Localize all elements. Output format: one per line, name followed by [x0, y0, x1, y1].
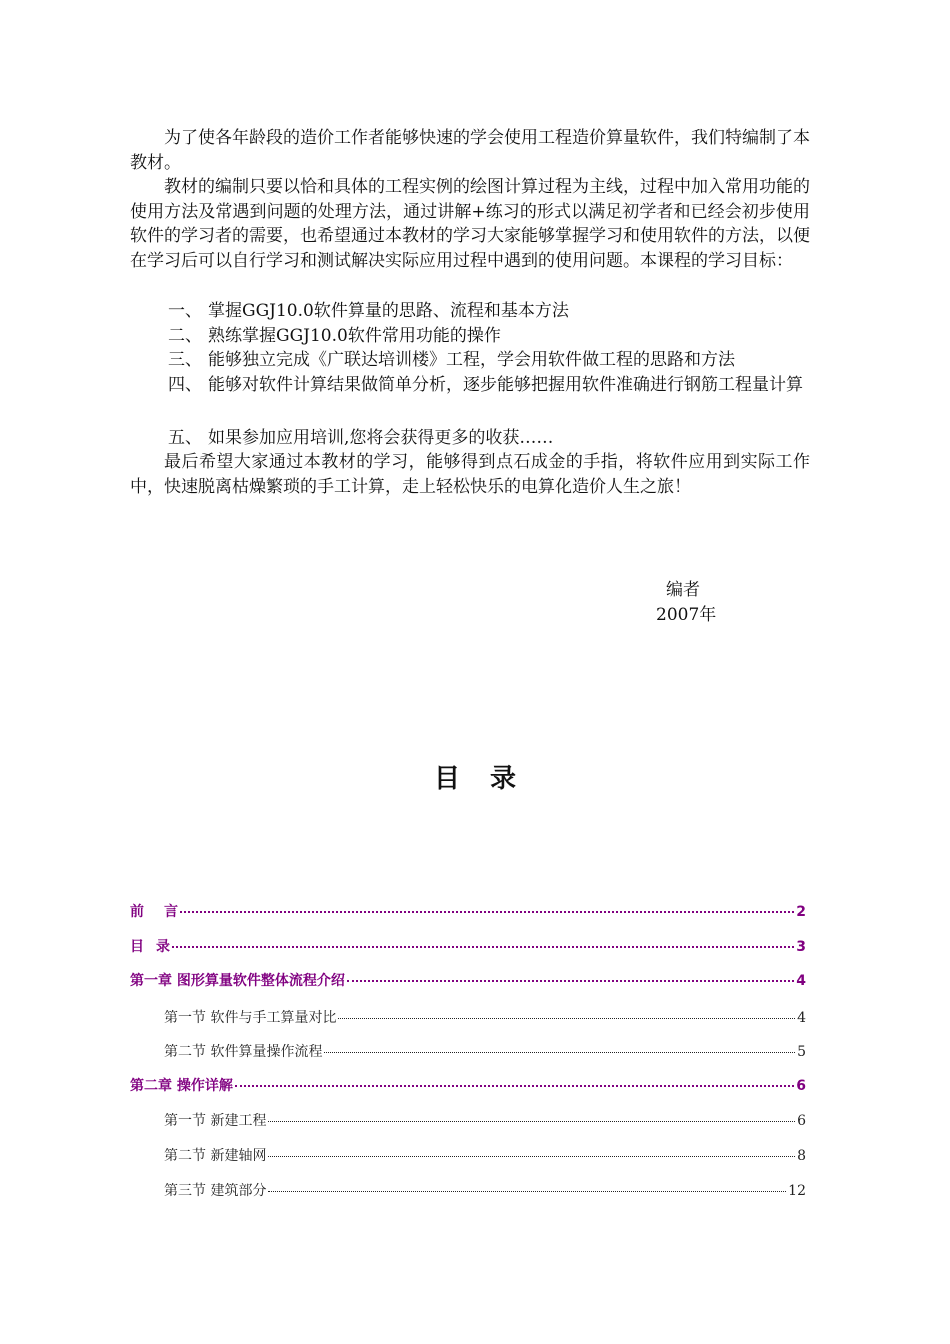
- toc-page-number: 6: [797, 1113, 806, 1129]
- toc-page-number: 3: [796, 939, 806, 955]
- toc-entry-section-1-1[interactable]: 第一节 软件与手工算量对比 4: [164, 1010, 806, 1026]
- toc-dot-leader: [180, 911, 794, 913]
- toc-entry-chapter-2[interactable]: 第二章 操作详解 6: [130, 1078, 806, 1094]
- toc-dot-leader: [172, 946, 794, 948]
- toc-page-number: 5: [797, 1044, 806, 1060]
- goal-item-3: 三、 能够独立完成《广联达培训楼》工程，学会用软件做工程的思路和方法: [168, 350, 735, 370]
- toc-page-number: 12: [788, 1183, 806, 1199]
- toc-entry-section-2-1[interactable]: 第一节 新建工程 6: [164, 1113, 806, 1129]
- toc-dot-leader: [268, 1191, 786, 1192]
- toc-entry-section-2-3[interactable]: 第三节 建筑部分 12: [164, 1183, 806, 1199]
- toc-title: 目录: [433, 764, 546, 794]
- toc-dot-leader: [338, 1018, 795, 1019]
- toc-dot-leader: [235, 1085, 794, 1087]
- toc-entry-contents[interactable]: 目 录 3: [130, 939, 806, 955]
- toc-page-number: 8: [797, 1148, 806, 1164]
- toc-entry-section-1-2[interactable]: 第二节 软件算量操作流程 5: [164, 1044, 806, 1060]
- toc-entry-section-2-2[interactable]: 第二节 新建轴网 8: [164, 1148, 806, 1164]
- goal-item-2: 二、 熟练掌握GGJ10.0软件常用功能的操作: [168, 326, 501, 346]
- toc-entry-chapter-1[interactable]: 第一章 图形算量软件整体流程介绍 4: [130, 973, 806, 989]
- preface-paragraph-2: 教材的编制只要以恰和具体的工程实例的绘图计算过程为主线，过程中加入常用功能的使用方法及常遇到问题的处理方法，通过讲解+练习的形式以满足初学者和已经会初步使用软件的学习者的需要，也希望通过本教材的学习大家能够掌握学习和使用软件的方法，以便在学习后可以自行学习和测试解决实际应用过程中遇到的使用问题。本课程的学习目标：: [130, 177, 810, 271]
- goal-item-1: 一、 掌握GGJ10.0软件算量的思路、流程和基本方法: [168, 301, 569, 321]
- preface-paragraph-3: 最后希望大家通过本教材的学习，能够得到点石成金的手指，将软件应用到实际工作中，快速脱离枯燥繁琐的手工计算，走上轻松快乐的电算化造价人生之旅！: [130, 452, 810, 497]
- toc-dot-leader: [268, 1156, 795, 1157]
- author-signature: 编者: [666, 580, 700, 600]
- preface-paragraph-1: 为了使各年龄段的造价工作者能够快速的学会使用工程造价算量软件，我们特编制了本教材。: [130, 128, 810, 173]
- signature-year: 2007年: [656, 605, 717, 625]
- goal-item-4: 四、 能够对软件计算结果做简单分析，逐步能够把握用软件准确进行钢筋工程量计算: [168, 375, 803, 395]
- toc-entry-preface[interactable]: 前 言 2: [130, 904, 806, 920]
- toc-page-number: 2: [796, 904, 806, 920]
- toc-dot-leader: [324, 1052, 795, 1053]
- toc-page-number: 4: [796, 973, 806, 989]
- toc-page-number: 6: [796, 1078, 806, 1094]
- toc-page-number: 4: [797, 1010, 806, 1026]
- toc-dot-leader: [347, 980, 794, 982]
- goal-item-5: 五、 如果参加应用培训,您将会获得更多的收获……: [168, 428, 554, 448]
- toc-dot-leader: [268, 1121, 795, 1122]
